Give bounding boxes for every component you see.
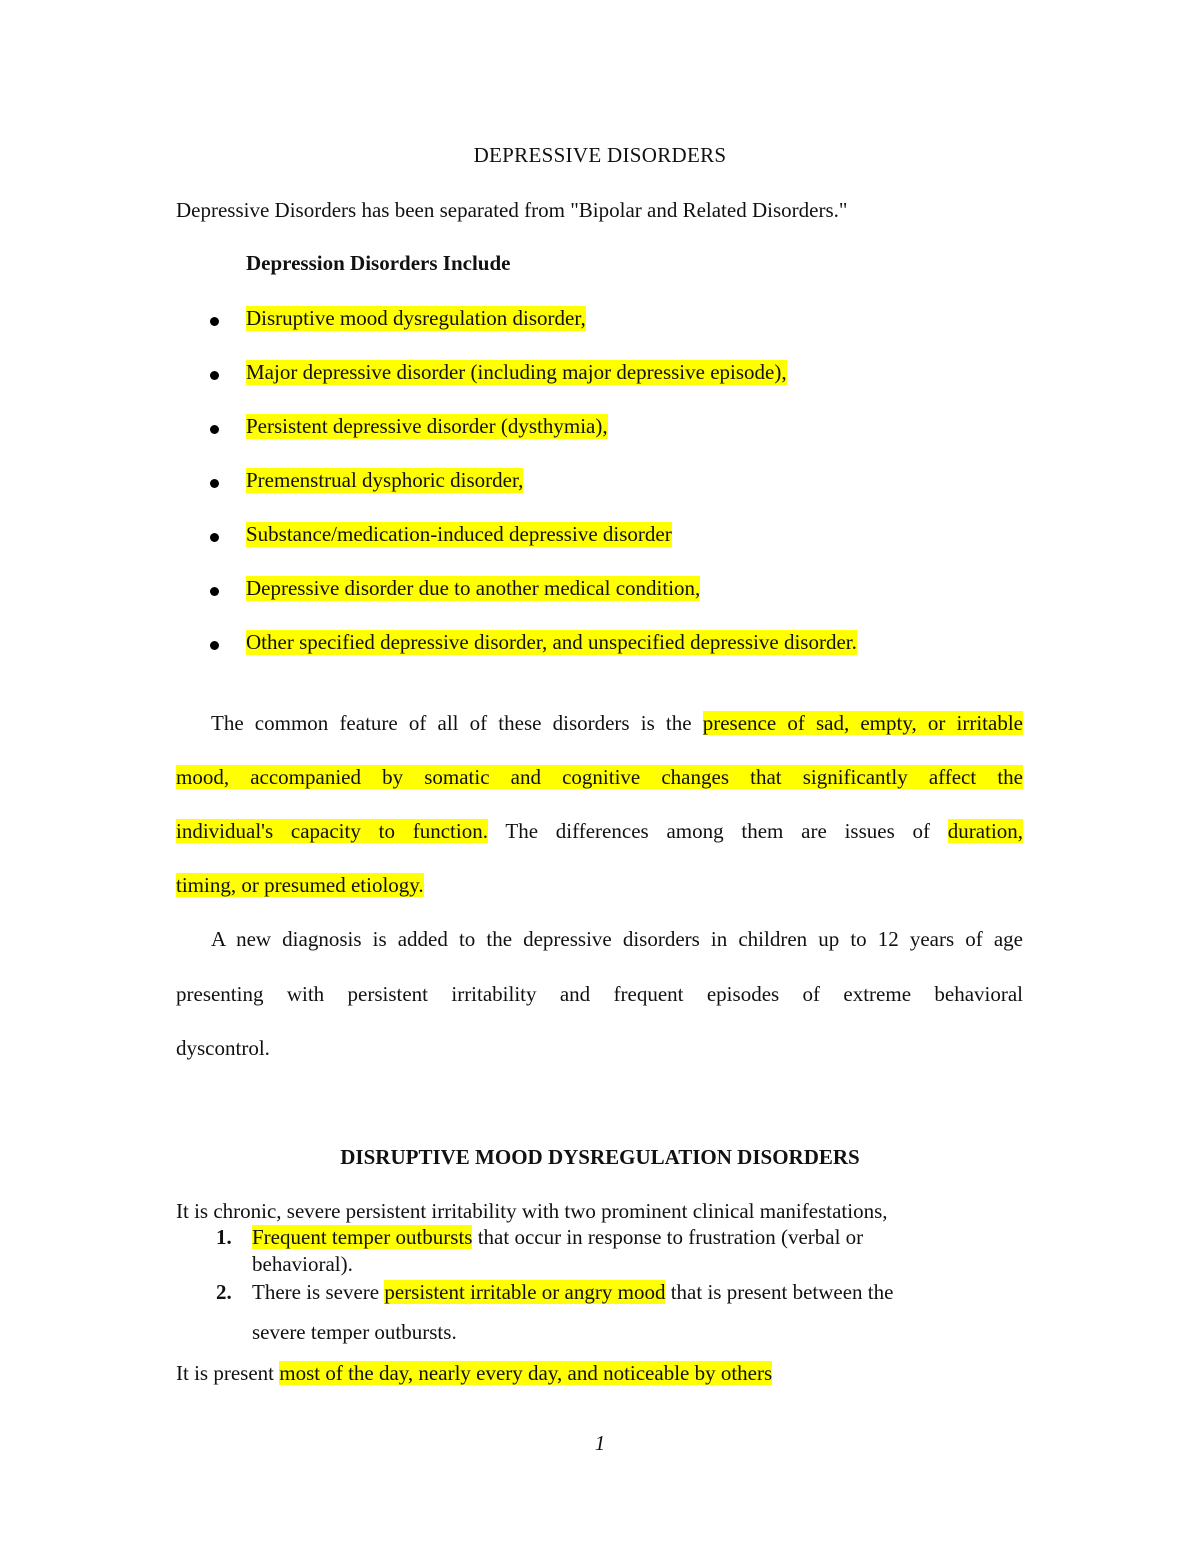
paragraph-line (176, 819, 1023, 844)
list-item-text: Other specified depressive disorder, and unspecified depressive disorder. (246, 630, 857, 654)
list-item-text: Disruptive mood dysregulation disorder, (246, 306, 586, 330)
list-item-text: Premenstrual dysphoric disorder, (246, 468, 524, 492)
paragraph-line (176, 873, 424, 898)
list-item-text: Substance/medication-induced depressive disorder (246, 522, 672, 546)
item-text (252, 1225, 863, 1250)
highlighted-text: persistent irritable or angry mood (384, 1280, 666, 1304)
bullet-icon (210, 317, 219, 326)
document-title: DEPRESSIVE DISORDERS (473, 143, 727, 167)
item-number: 2. (216, 1280, 232, 1304)
item-text (252, 1280, 893, 1305)
list-item-text: Major depressive disorder (including major depressive episode), (246, 360, 787, 384)
list-item-text: Persistent depressive disorder (dysthymia), (246, 414, 608, 438)
paragraph-text: The common feature of all of these disorders is the (211, 711, 692, 735)
paragraph-line (211, 711, 1023, 736)
section-title: DISRUPTIVE MOOD DYSREGULATION DISORDERS (340, 1145, 860, 1169)
list-heading: Depression Disorders Include (246, 251, 511, 275)
intro-sentence: Depressive Disorders has been separated from "Bipolar and Related Disorders." (176, 198, 848, 222)
highlighted-text: duration, (947, 819, 1024, 843)
dmdd-intro: It is chronic, severe persistent irritability with two prominent clinical manifestations, (176, 1199, 888, 1223)
page-number: 1 (594, 1431, 606, 1455)
paragraph-line: dyscontrol. (176, 1036, 270, 1060)
paragraph-line (176, 765, 1023, 790)
item-number: 1. (216, 1225, 232, 1249)
paragraph-line: A new diagnosis is added to the depressive disorders in children up to 12 years of age (211, 927, 1023, 951)
highlighted-text: Frequent temper outbursts (252, 1225, 473, 1249)
paragraph-text: The differences among them are issues of (505, 819, 931, 843)
bullet-icon (210, 479, 219, 488)
highlighted-text: most of the day, nearly every day, and noticeable by others (279, 1361, 773, 1385)
bullet-icon (210, 533, 219, 542)
bullet-icon (210, 371, 219, 380)
paragraph-line: presenting with persistent irritability and frequent episodes of extreme behavioral (176, 982, 1023, 1006)
closing-text: It is present (176, 1361, 274, 1385)
bullet-icon (210, 425, 219, 434)
highlighted-text: mood, accompanied by somatic and cognitive changes that significantly affect the (176, 765, 1023, 789)
list-item-text: Depressive disorder due to another medical condition, (246, 576, 701, 600)
closing-sentence (176, 1361, 772, 1386)
numbered-item-continuation: behavioral). (252, 1252, 353, 1276)
numbered-item-continuation: severe temper outbursts. (252, 1320, 457, 1344)
bullet-icon (210, 641, 219, 650)
item-text-rest: that is present between the (670, 1280, 894, 1304)
item-text-rest: that occur in response to frustration (verbal or (477, 1225, 864, 1249)
bullet-icon (210, 587, 219, 596)
highlighted-text: individual's capacity to function. (176, 819, 488, 843)
highlighted-text: presence of sad, empty, or irritable (702, 711, 1023, 735)
item-text-pre: There is severe (252, 1280, 380, 1304)
highlighted-text: timing, or presumed etiology. (176, 873, 424, 897)
